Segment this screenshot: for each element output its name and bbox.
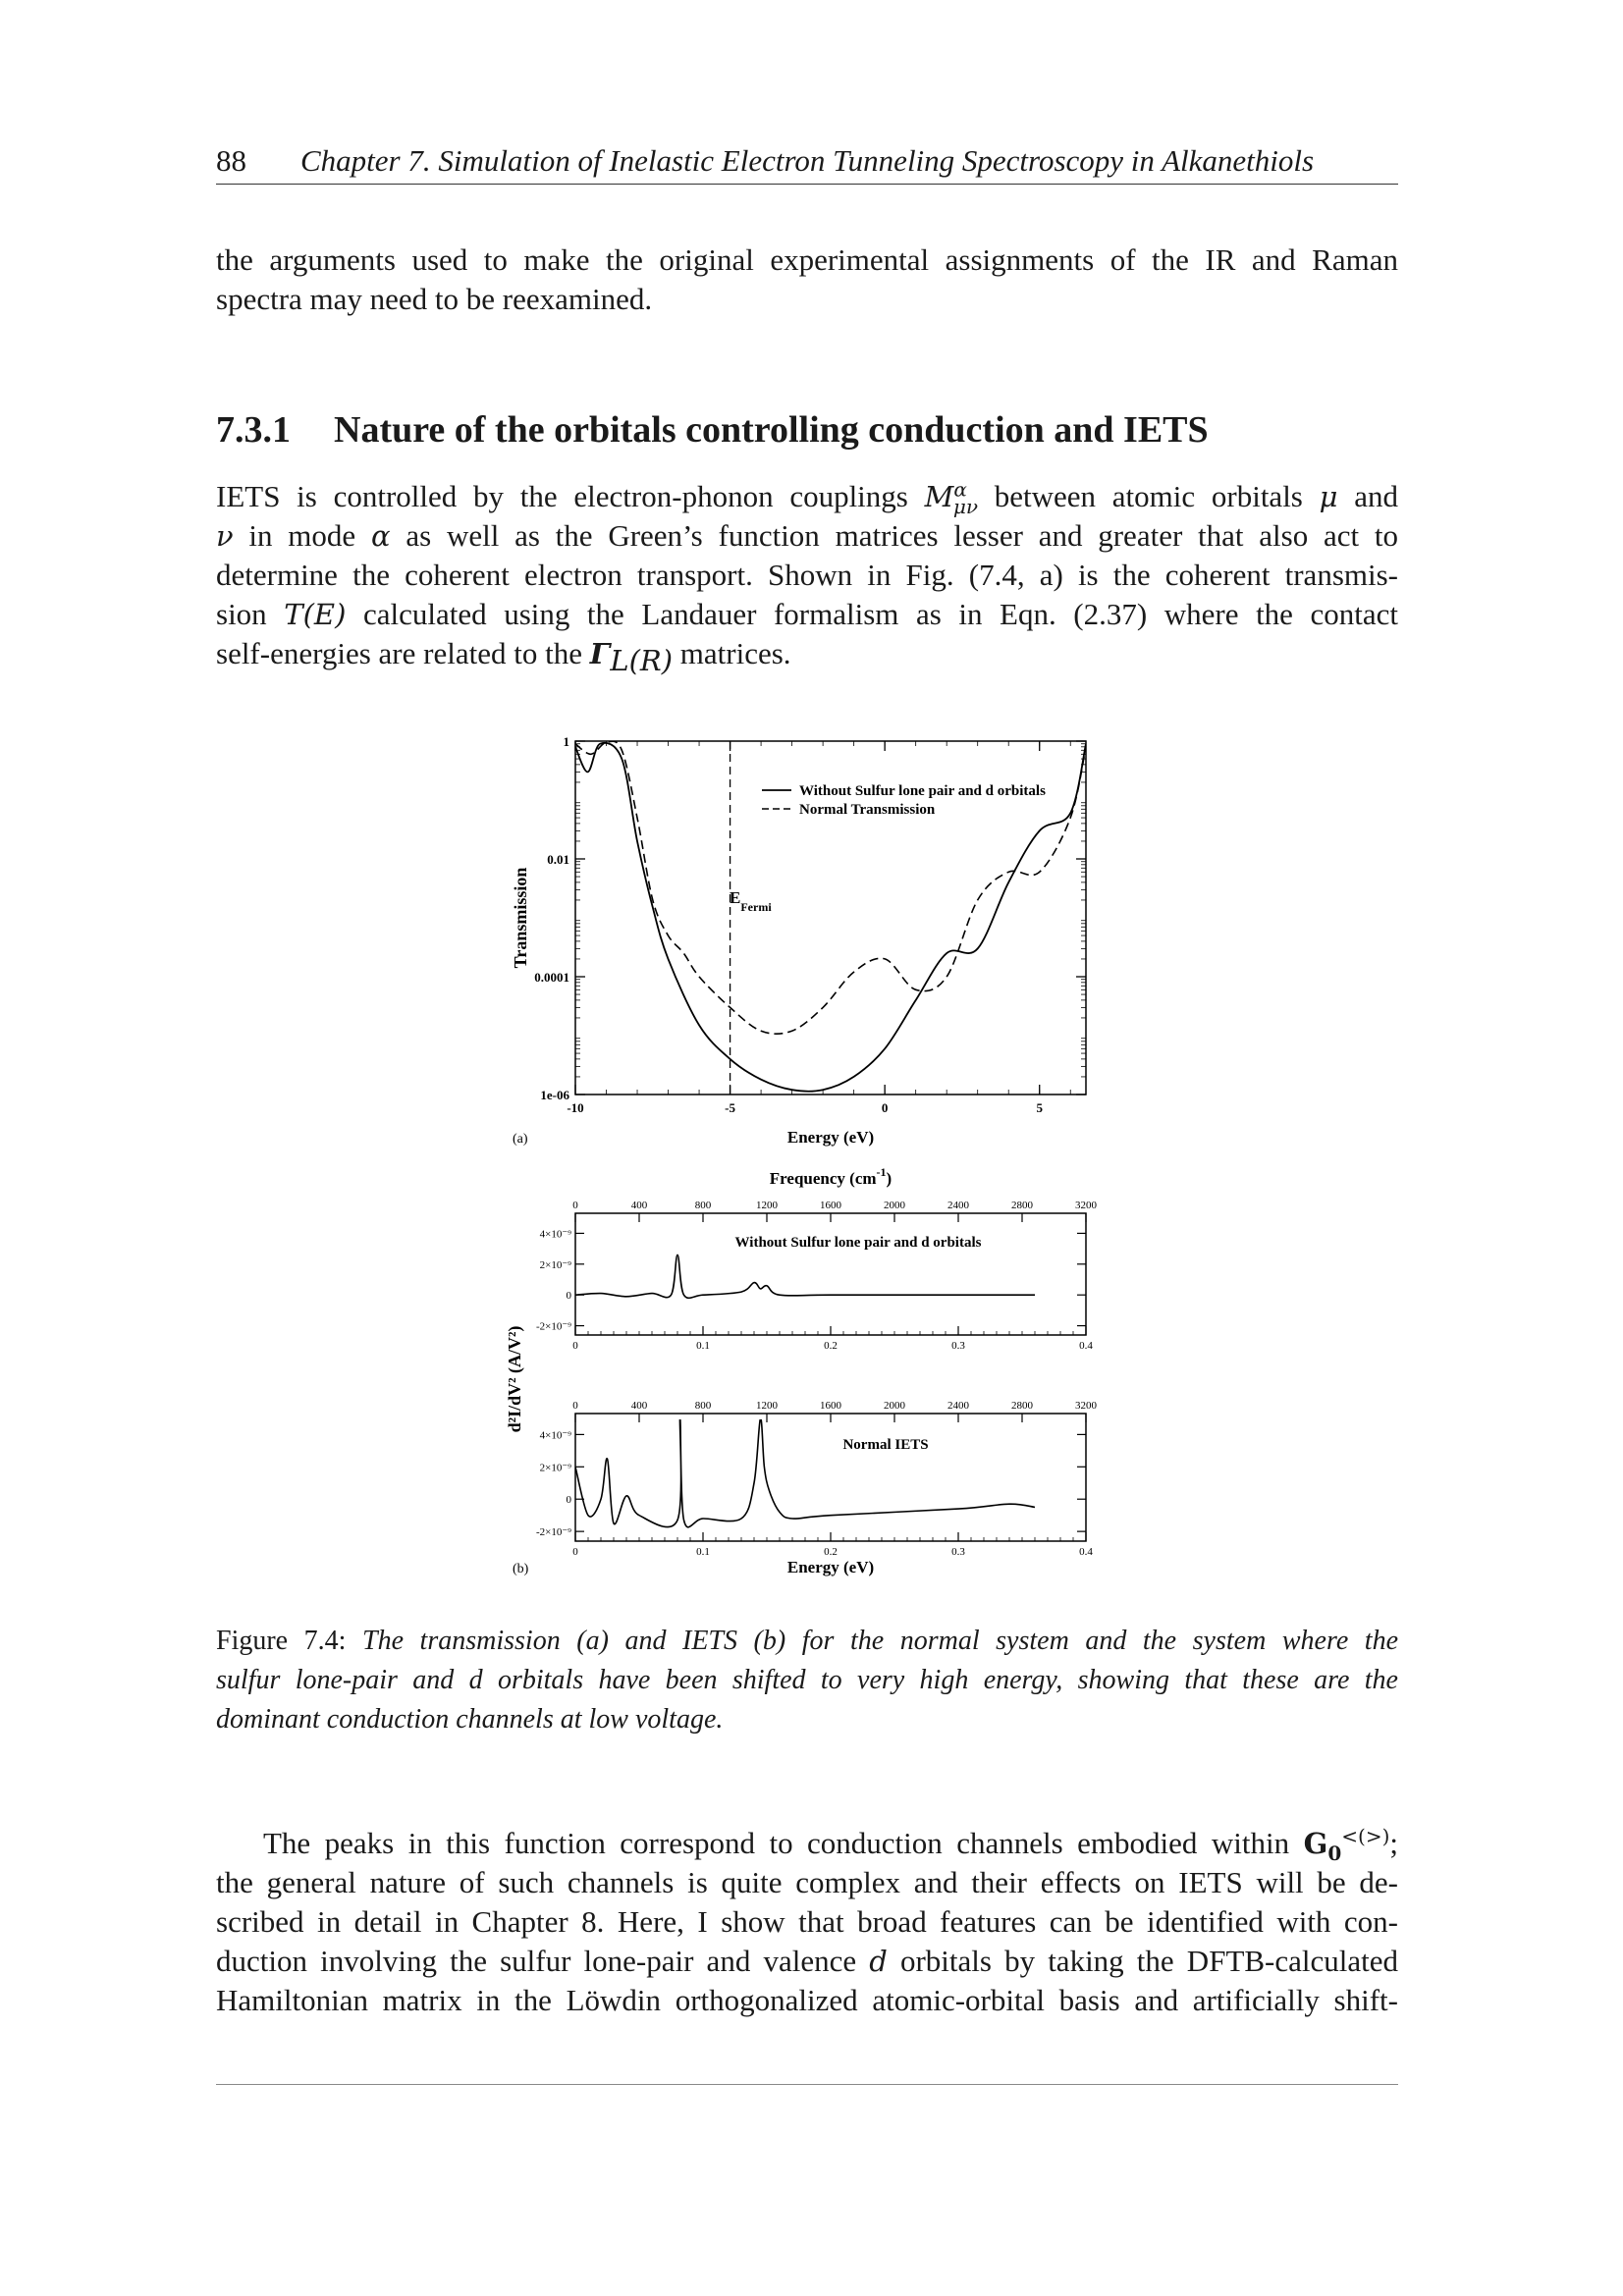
text-line <box>216 1942 1398 1981</box>
frequency-tick-label: 2000 <box>884 1400 905 1412</box>
y-tick-label: 0 <box>566 1494 571 1507</box>
bottom-plot-title: Normal IETS <box>842 1437 929 1453</box>
section-title: Nature of the orbitals controlling conduction and IETS <box>334 409 1209 451</box>
frequency-tick-label: 0 <box>572 1200 578 1211</box>
frequency-tick-label: 2800 <box>1011 1400 1033 1412</box>
energy-tick-label: 0.2 <box>824 1546 838 1558</box>
text-line <box>216 477 1398 516</box>
text-line: scribed in detail in Chapter 8. Here, I show that broad features can be identified with con- <box>216 1904 1398 1939</box>
frequency-tick-label: 1600 <box>820 1400 841 1412</box>
math-run: μ <box>1319 480 1338 513</box>
text-run: ; <box>1389 1826 1399 1860</box>
coupling-symbol <box>924 477 978 518</box>
energy-tick-label: 0.3 <box>951 1340 965 1352</box>
text-run: matrices. <box>679 636 791 670</box>
frequency-tick-label: 2000 <box>884 1200 905 1211</box>
frequency-tick-label: 400 <box>630 1400 648 1412</box>
y-tick-label: 0.01 <box>547 852 569 867</box>
math-sub: 0 <box>1327 1841 1342 1865</box>
y-tick-label: -2×10⁻⁹ <box>535 1526 571 1539</box>
caption-label: Figure 7.4: <box>216 1626 347 1656</box>
y-tick-label: 0.0001 <box>534 970 569 985</box>
freq-label-close: ) <box>886 1169 893 1188</box>
series-normal-iets <box>575 1418 1035 1527</box>
frequency-tick-label: 400 <box>630 1200 648 1211</box>
math-run: α <box>370 519 391 553</box>
y-tick-label: 2×10⁻⁹ <box>539 1258 571 1271</box>
x-tick-label: 0 <box>881 1100 889 1115</box>
legend-label: Normal Transmission <box>799 802 936 818</box>
text-run: calculated using the Landauer formalism as in Eqn. (2.37) where the contact <box>362 597 1399 631</box>
math-sub: L(R) <box>610 644 674 678</box>
text-run: orbitals by taking the DFTB-calculated <box>899 1944 1399 1978</box>
text-line: the arguments used to make the original experimental assignments of the IR and Raman <box>216 242 1398 277</box>
text-run: between atomic orbitals <box>994 479 1303 513</box>
paragraph-1 <box>216 477 1399 678</box>
top-plot-title: Without Sulfur lone pair and d orbitals <box>734 1235 982 1251</box>
fermi-label <box>730 888 772 914</box>
energy-tick-label: 0.4 <box>1079 1340 1093 1352</box>
paragraph-2 <box>216 1824 1398 2020</box>
math-run: ν <box>216 519 234 553</box>
text-run: sion <box>216 597 267 631</box>
energy-tick-label: 0.2 <box>824 1340 838 1352</box>
caption-line <box>216 1622 1398 1661</box>
y-tick-label: 0 <box>566 1290 571 1303</box>
text-run: IETS is controlled by the electron-phonon couplings <box>216 479 908 513</box>
text-run: The peaks in this function correspond to conduction channels embodied within <box>263 1826 1290 1860</box>
frequency-tick-label: 2800 <box>1011 1200 1033 1211</box>
y-tick-label: 2×10⁻⁹ <box>539 1462 571 1474</box>
figure-7-4 <box>491 726 1119 1580</box>
text-run: as well as the Green’s function matrices lesser and greater that also act to <box>406 518 1399 553</box>
frequency-tick-label: 1200 <box>756 1400 778 1412</box>
text-line: Hamiltonian matrix in the Löwdin orthogonalized atomic-orbital basis and artificially shift- <box>216 1983 1398 2017</box>
text-run: duction involving the sulfur lone-pair and valence <box>216 1944 857 1978</box>
section-number: 7.3.1 <box>216 409 291 451</box>
figure-caption <box>216 1622 1398 1739</box>
header-rule <box>216 184 1398 185</box>
x-tick-label: 5 <box>1036 1100 1043 1115</box>
frequency-tick-label: 2400 <box>947 1400 969 1412</box>
panel-label: (b) <box>513 1562 529 1576</box>
energy-tick-label: 0.1 <box>696 1340 710 1352</box>
y-axis-label: d²I/dV² (A/V²) <box>505 1325 524 1433</box>
legend <box>762 783 1046 818</box>
intro-paragraph <box>216 240 1398 319</box>
x-tick-label: -10 <box>567 1100 584 1115</box>
frequency-tick-label: 3200 <box>1075 1400 1097 1412</box>
frequency-tick-label: 800 <box>694 1400 712 1412</box>
freq-label-sup: -1 <box>876 1165 887 1179</box>
text-line <box>216 595 1398 634</box>
footer-rule <box>216 2084 1398 2085</box>
y-tick-label: 4×10⁻⁹ <box>539 1228 571 1241</box>
energy-tick-label: 0.4 <box>1079 1546 1093 1558</box>
text-run: in mode <box>248 518 356 553</box>
x-tick-label: -5 <box>725 1100 735 1115</box>
running-head <box>216 137 1398 185</box>
fermi-label-main: E <box>730 888 741 907</box>
y-tick-label: 1 <box>563 734 569 749</box>
frequency-axis-label <box>770 1165 892 1188</box>
frequency-tick-label: 1600 <box>820 1200 841 1211</box>
x-axis-label: Energy (eV) <box>786 1128 875 1147</box>
text-run: and <box>1354 479 1398 513</box>
panel-b-top-frame <box>575 1213 1086 1335</box>
text-line <box>216 516 1398 556</box>
text-line <box>216 634 1398 678</box>
frequency-tick-label: 3200 <box>1075 1200 1097 1211</box>
series-iets-without-sulfur <box>575 1255 1035 1298</box>
math-run: M <box>924 480 954 513</box>
math-run: G <box>1303 1827 1328 1860</box>
text-line: determine the coherent electron transport. Shown in Fig. (7.4, a) is the coherent transmis- <box>216 558 1398 592</box>
y-axis-label: Transmission <box>511 867 530 969</box>
energy-tick-label: 0.3 <box>951 1546 965 1558</box>
section-heading <box>216 408 1209 452</box>
math-run: T(E) <box>284 598 347 631</box>
freq-label-text: Frequency (cm <box>769 1169 877 1188</box>
caption-text: The transmission (a) and IETS (b) for the normal system and the system where the <box>362 1626 1399 1656</box>
text-run: self-energies are related to the <box>216 636 582 670</box>
frequency-tick-label: 1200 <box>756 1200 778 1211</box>
frequency-tick-label: 2400 <box>947 1200 969 1211</box>
math-run: d <box>869 1945 888 1978</box>
caption-line: dominant conduction channels at low voltage. <box>216 1704 724 1735</box>
panel-b <box>505 1165 1098 1576</box>
panel-a <box>511 734 1086 1147</box>
caption-line: sulfur lone-pair and d orbitals have been shifted to very high energy, showing that these are the <box>216 1665 1398 1695</box>
page-number: 88 <box>216 143 246 178</box>
energy-tick-label: 0 <box>572 1340 578 1352</box>
math-sup: <(>) <box>1341 1824 1390 1848</box>
greens-function-symbol <box>1303 1824 1390 1865</box>
energy-tick-label: 0.1 <box>696 1546 710 1558</box>
math-sup: α <box>953 477 967 502</box>
math-run: Γ <box>589 637 611 670</box>
legend-label: Without Sulfur lone pair and d orbitals <box>799 783 1046 799</box>
math-sub: μν <box>952 494 978 518</box>
fermi-label-sub: Fermi <box>740 900 772 914</box>
x-axis-label: Energy (eV) <box>786 1558 875 1576</box>
y-tick-label: 4×10⁻⁹ <box>539 1429 571 1442</box>
text-line <box>216 1824 1398 1863</box>
frequency-tick-label: 800 <box>694 1200 712 1211</box>
text-line: the general nature of such channels is quite complex and their effects on IETS will be de- <box>216 1865 1398 1899</box>
frequency-tick-label: 0 <box>572 1400 578 1412</box>
y-tick-label: 1e-06 <box>540 1088 569 1102</box>
energy-tick-label: 0 <box>572 1546 578 1558</box>
panel-label: (a) <box>513 1132 528 1147</box>
running-title: Chapter 7. Simulation of Inelastic Electron Tunneling Spectroscopy in Alkanethiols <box>300 143 1315 178</box>
y-tick-label: -2×10⁻⁹ <box>535 1320 571 1333</box>
text-line: spectra may need to be reexamined. <box>216 282 653 316</box>
